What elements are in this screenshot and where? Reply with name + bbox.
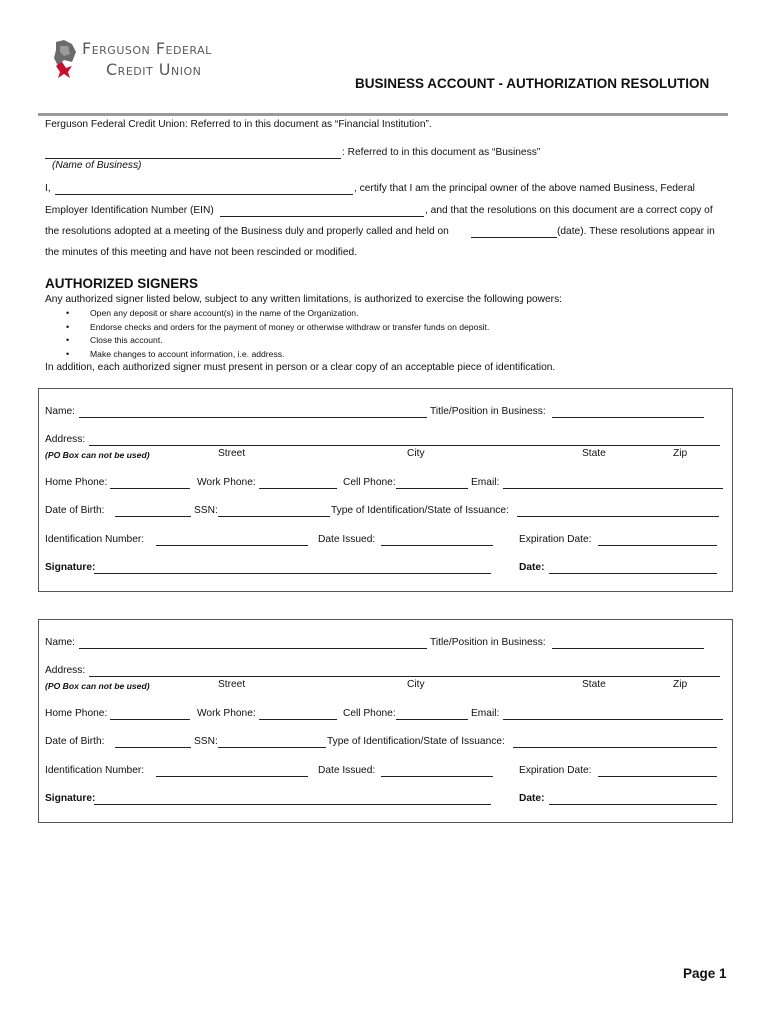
powers-list bbox=[48, 307, 489, 361]
address-label: Address: bbox=[45, 665, 86, 676]
work-phone-field[interactable] bbox=[259, 488, 337, 489]
ssn-label: SSN: bbox=[194, 736, 218, 747]
address-field[interactable] bbox=[89, 445, 720, 446]
home-phone-field[interactable] bbox=[110, 488, 190, 489]
name-field[interactable] bbox=[79, 648, 427, 649]
zip-caption: Zip bbox=[673, 679, 688, 690]
po-box-note: (PO Box can not be used) bbox=[45, 681, 150, 691]
date-field[interactable] bbox=[549, 573, 717, 574]
owner-name-field[interactable] bbox=[55, 194, 353, 195]
expiration-label: Expiration Date: bbox=[519, 534, 592, 545]
date-issued-label: Date Issued: bbox=[318, 765, 376, 776]
certify-prefix: I, bbox=[45, 183, 51, 194]
document-title: BUSINESS ACCOUNT - AUTHORIZATION RESOLUTION bbox=[355, 76, 710, 91]
meeting-prefix: the resolutions adopted at a meeting of the Business duly and properly called and held on bbox=[45, 226, 449, 237]
signature-label: Signature: bbox=[45, 562, 96, 573]
email-field[interactable] bbox=[503, 719, 723, 720]
id-number-label: Identification Number: bbox=[45, 534, 145, 545]
date-label: Date: bbox=[519, 562, 545, 573]
signers-note: In addition, each authorized signer must present in person or a clear copy of an acceptable piece of identification. bbox=[45, 362, 556, 373]
dob-field[interactable] bbox=[115, 747, 191, 748]
home-phone-label: Home Phone: bbox=[45, 708, 108, 719]
work-phone-field[interactable] bbox=[259, 719, 337, 720]
date-issued-label: Date Issued: bbox=[318, 534, 376, 545]
ein-suffix: , and that the resolutions on this document are a correct copy of bbox=[425, 205, 713, 216]
date-field[interactable] bbox=[549, 804, 717, 805]
signer-block-1 bbox=[38, 388, 733, 592]
work-phone-label: Work Phone: bbox=[197, 708, 256, 719]
city-caption: City bbox=[407, 448, 425, 459]
eagle-star-icon bbox=[50, 38, 80, 80]
po-box-note: (PO Box can not be used) bbox=[45, 450, 150, 460]
logo-wordmark bbox=[82, 38, 212, 80]
email-label: Email: bbox=[471, 477, 500, 488]
home-phone-field[interactable] bbox=[110, 719, 190, 720]
dob-label: Date of Birth: bbox=[45, 505, 105, 516]
work-phone-label: Work Phone: bbox=[197, 477, 256, 488]
id-number-field[interactable] bbox=[156, 776, 308, 777]
power-item: • Close this account. bbox=[48, 334, 489, 348]
business-name-caption: (Name of Business) bbox=[52, 160, 142, 171]
city-caption: City bbox=[407, 679, 425, 690]
ssn-field[interactable] bbox=[218, 516, 330, 517]
ein-field[interactable] bbox=[220, 216, 424, 217]
dob-label: Date of Birth: bbox=[45, 736, 105, 747]
state-caption: State bbox=[582, 679, 606, 690]
intro-line: Ferguson Federal Credit Union: Referred to in this document as “Financial Institution”. bbox=[45, 119, 432, 130]
page-number: Page 1 bbox=[683, 966, 727, 981]
date-label: Date: bbox=[519, 793, 545, 804]
certify-suffix: , certify that I am the principal owner of the above named Business, Federal bbox=[354, 183, 695, 194]
expiration-field[interactable] bbox=[598, 545, 717, 546]
meeting-suffix: (date). These resolutions appear in bbox=[557, 226, 715, 237]
logo-line-2: Credit Union bbox=[106, 60, 202, 79]
id-type-field[interactable] bbox=[513, 747, 717, 748]
id-type-label: Type of Identification/State of Issuance: bbox=[327, 736, 505, 747]
state-caption: State bbox=[582, 448, 606, 459]
title-position-field[interactable] bbox=[552, 417, 704, 418]
authorized-signers-heading: AUTHORIZED SIGNERS bbox=[45, 276, 199, 291]
cell-phone-label: Cell Phone: bbox=[343, 708, 396, 719]
signers-lead: Any authorized signer listed below, subject to any written limitations, is authorized to exercise the following powers: bbox=[45, 294, 562, 305]
title-position-field[interactable] bbox=[552, 648, 704, 649]
id-number-label: Identification Number: bbox=[45, 765, 145, 776]
street-caption: Street bbox=[218, 448, 246, 459]
power-item: • Endorse checks and orders for the payment of money or otherwise withdraw or transfer funds on deposit. bbox=[48, 321, 489, 335]
meeting-date-field[interactable] bbox=[471, 237, 557, 238]
signature-field[interactable] bbox=[94, 573, 491, 574]
business-name-field[interactable] bbox=[45, 158, 341, 159]
signature-field[interactable] bbox=[94, 804, 491, 805]
cell-phone-field[interactable] bbox=[396, 719, 468, 720]
date-issued-field[interactable] bbox=[381, 776, 493, 777]
expiration-label: Expiration Date: bbox=[519, 765, 592, 776]
minutes-text: the minutes of this meeting and have not been rescinded or modified. bbox=[45, 247, 358, 258]
title-position-label: Title/Position in Business: bbox=[430, 406, 546, 417]
signature-label: Signature: bbox=[45, 793, 96, 804]
header-divider bbox=[38, 113, 728, 116]
ein-prefix: Employer Identification Number (EIN) bbox=[45, 205, 214, 216]
email-field[interactable] bbox=[503, 488, 723, 489]
business-name-suffix: : Referred to in this document as “Business” bbox=[342, 147, 541, 158]
name-label: Name: bbox=[45, 406, 76, 417]
address-field[interactable] bbox=[89, 676, 720, 677]
ssn-field[interactable] bbox=[218, 747, 326, 748]
id-number-field[interactable] bbox=[156, 545, 308, 546]
title-position-label: Title/Position in Business: bbox=[430, 637, 546, 648]
dob-field[interactable] bbox=[115, 516, 191, 517]
id-type-label: Type of Identification/State of Issuance: bbox=[331, 505, 509, 516]
address-label: Address: bbox=[45, 434, 86, 445]
logo-line-1: Ferguson Federal bbox=[82, 39, 212, 58]
name-label: Name: bbox=[45, 637, 76, 648]
zip-caption: Zip bbox=[673, 448, 688, 459]
home-phone-label: Home Phone: bbox=[45, 477, 108, 488]
date-issued-field[interactable] bbox=[381, 545, 493, 546]
cell-phone-label: Cell Phone: bbox=[343, 477, 396, 488]
power-item: • Make changes to account information, i.e. address. bbox=[48, 348, 489, 362]
name-field[interactable] bbox=[79, 417, 427, 418]
id-type-field[interactable] bbox=[517, 516, 719, 517]
signer-block-2 bbox=[38, 619, 733, 823]
street-caption: Street bbox=[218, 679, 246, 690]
email-label: Email: bbox=[471, 708, 500, 719]
expiration-field[interactable] bbox=[598, 776, 717, 777]
ssn-label: SSN: bbox=[194, 505, 218, 516]
logo bbox=[50, 38, 80, 80]
power-item: • Open any deposit or share account(s) in the name of the Organization. bbox=[48, 307, 489, 321]
cell-phone-field[interactable] bbox=[396, 488, 468, 489]
